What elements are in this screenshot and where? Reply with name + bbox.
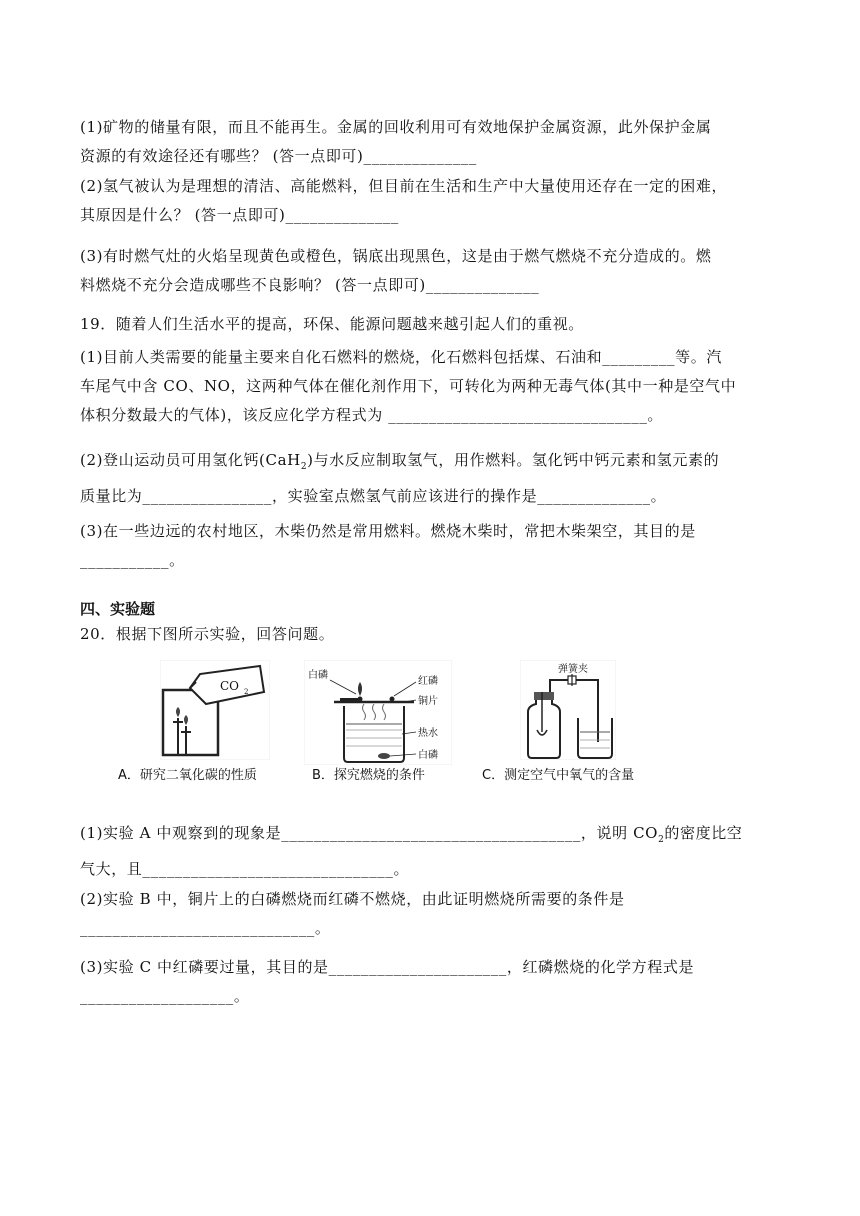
subscript: 2 (300, 462, 308, 472)
q18-part1 (80, 113, 784, 171)
label-spring-clamp: 弹簧夹 (558, 664, 588, 675)
label-white-phosphorus: 白磷 (308, 670, 328, 681)
text-line: 料燃烧不充分会造成哪些不良影响？ (答一点即可)______________ (80, 276, 540, 294)
text-line (80, 819, 784, 855)
text-line: 气大，且_______________________________。 (80, 860, 410, 878)
figure-b-combustion (304, 660, 452, 765)
figure-a-caption: A．研究二氧化碳的性质 (118, 768, 257, 783)
text-line: (1)矿物的储量有限，而且不能再生。金属的回收利用可有效地保护金属资源，此外保护金属 (80, 118, 712, 136)
text-line (80, 446, 784, 482)
co2-label: CO (220, 679, 240, 693)
label-white-phosphorus-water: 白磷 (418, 750, 438, 761)
text-line: _____________________________。 (80, 919, 331, 937)
subscript: 2 (658, 835, 665, 845)
text-line: 质量比为________________，实验室点燃氢气前应该进行的操作是______________。 (80, 487, 667, 505)
text-line: ___________________。 (80, 987, 250, 1005)
text-post: )与水反应制取氢气，用作燃料。氢化钙中钙元素和氢元素的 (307, 451, 720, 469)
text-line: 资源的有效途径还有哪些？ (答一点即可)______________ (80, 147, 477, 165)
figure-c-caption: C．测定空气中氧气的含量 (482, 768, 635, 783)
q20-part2 (80, 885, 784, 943)
text-line: 其原因是什么？ (答一点即可)______________ (80, 206, 399, 224)
co2-label-subscript: 2 (244, 688, 249, 696)
text-line: 体积分数最大的气体)，该反应化学方程式为 ________________________________。 (80, 406, 664, 424)
q19-part1 (80, 343, 784, 430)
experiment-figures (110, 660, 710, 790)
text-line: (2)氢气被认为是理想的清洁、高能燃料，但目前在生活和生产中大量使用还存在一定的困难， (80, 177, 728, 195)
q19-part2 (80, 446, 784, 511)
label-hot-water: 热水 (418, 728, 438, 739)
text-line: (2)实验 B 中，铜片上的白磷燃烧而红磷不燃烧，由此证明燃烧所需要的条件是 (80, 890, 625, 908)
text-line: 车尾气中含 CO、NO，这两种气体在催化剂作用下，可转化为两种无毒气体(其中一种是空气中 (80, 377, 737, 395)
q18-part2 (80, 172, 784, 230)
text-line: ___________。 (80, 551, 185, 569)
q19-stem: 19．随着人们生活水平的提高，环保、能源问题越来越引起人们的重视。 (80, 315, 584, 333)
figure-b-caption: B．探究燃烧的条件 (312, 768, 425, 783)
figure-a-co2-pouring (160, 660, 270, 760)
text-pre: (2)登山运动员可用氢化钙(CaH (80, 451, 301, 469)
section-title: 四、实验题 (80, 600, 156, 618)
q20-stem: 20．根据下图所示实验，回答问题。 (80, 625, 335, 643)
q20-part3 (80, 953, 784, 1011)
text-line: (1)目前人类需要的能量主要来自化石燃料的燃烧，化石燃料包括煤、石油和_________等。汽 (80, 348, 722, 366)
text-line: (3)实验 C 中红磷要过量，其目的是______________________，红磷燃烧的化学方程式是 (80, 958, 695, 976)
text-post: 的密度比空 (664, 824, 743, 842)
text-line: (3)有时燃气灶的火焰呈现黄色或橙色，锅底出现黑色，这是由于燃气燃烧不充分造成的。燃 (80, 247, 712, 265)
q18-part3 (80, 242, 784, 300)
figure-c-oxygen-content (520, 660, 616, 760)
q20-part1 (80, 819, 784, 884)
label-red-phosphorus: 红磷 (418, 676, 438, 687)
text-pre: (1)实验 A 中观察到的现象是_____________________________________，说明 CO (80, 824, 659, 842)
text-line: (3)在一些边远的农村地区，木柴仍然是常用燃料。燃烧木柴时，常把木柴架空，其目的是 (80, 522, 696, 540)
q19-part3 (80, 517, 784, 575)
label-copper-sheet: 铜片 (418, 696, 438, 707)
